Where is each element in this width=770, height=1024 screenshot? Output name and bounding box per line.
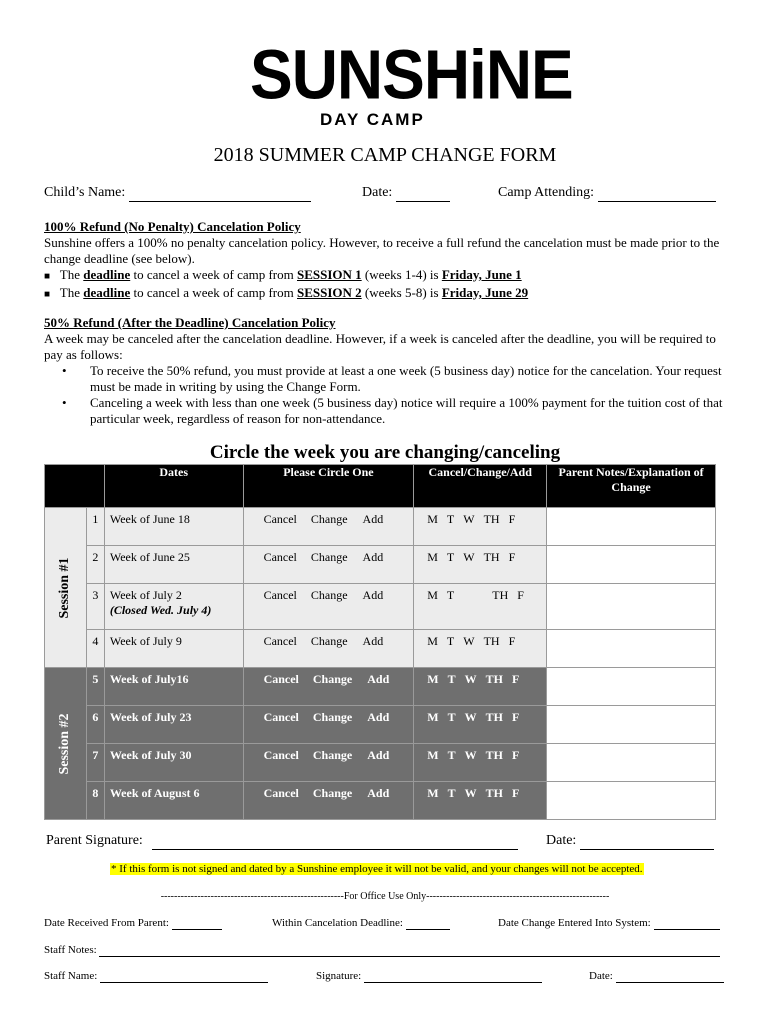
page-title: 2018 SUMMER CAMP CHANGE FORM [213,144,557,166]
week-note: (Closed Wed. July 4) [109,603,212,617]
date-entered-field[interactable] [498,917,720,930]
table-row [45,668,716,706]
circle-options [244,546,414,569]
week-label: Week of July 9 [109,634,182,648]
within-deadline-line[interactable] [406,917,450,930]
child-name-label: Child’s Name: [44,185,126,200]
staff-date-field[interactable] [589,970,724,983]
option-cancel[interactable]: Cancel [263,634,297,648]
option-change[interactable]: Change [312,672,353,686]
day-f[interactable]: F [511,672,520,686]
logo [250,35,573,130]
day-m[interactable]: M [427,748,439,762]
day-t[interactable]: T [447,786,456,800]
day-options [414,584,546,607]
day-t[interactable]: T [446,512,455,526]
day-th[interactable]: TH [485,786,503,800]
date-received-field[interactable] [44,917,222,930]
policy-50-item: • Canceling a week with less than one week (5 business day) notice will require a 100% payment for the tuition cost of that particular week, regardless of reason for non-attendance. [62,395,723,426]
staff-name-field[interactable] [44,970,268,983]
circle-options [244,668,414,691]
header-circle: Please Circle One [243,465,414,508]
week-number: 7 [86,744,104,782]
day-t[interactable]: T [446,588,455,602]
day-m[interactable]: M [427,550,438,564]
policy-50-heading: 50% Refund (After the Deadline) Cancelation Policy [44,315,336,330]
logo-subtitle: DAY CAMP [320,110,425,129]
week-label-group [105,584,243,622]
policy-100-item: ■ The deadline to cancel a week of camp from SESSION 1 (weeks 1-4) is Friday, June 1 [44,267,522,282]
camp-attending-field[interactable] [498,185,716,202]
option-add[interactable]: Add [362,512,384,526]
parent-signature-label: Parent Signature: [46,833,143,848]
day-options [414,630,546,653]
option-add[interactable]: Add [367,710,390,724]
header-notes: Parent Notes/Explanation of Change [547,465,716,508]
option-change[interactable]: Change [310,588,348,602]
day-m[interactable]: M [427,786,439,800]
date-label: Date: [362,185,393,200]
staff-signature-line[interactable] [364,970,542,983]
day-th[interactable]: TH [483,634,500,648]
date-field[interactable] [362,185,450,202]
parent-date-label: Date: [546,833,577,848]
policy-50-item: • To receive the 50% refund, you must provide at least a one week (5 business day) notice for the cancelation. Your request must be made in writing by using the Change Form. [62,363,722,394]
weeks-table [44,464,716,820]
day-m[interactable]: M [427,634,438,648]
table-row [45,706,716,744]
day-w[interactable]: W [464,786,477,800]
day-options [414,508,546,531]
notes-cell[interactable] [547,630,716,668]
day-options [414,546,546,569]
option-cancel[interactable]: Cancel [263,786,299,800]
week-label: Week of June 25 [109,550,190,564]
day-th[interactable]: TH [485,748,503,762]
option-change[interactable]: Change [310,512,348,526]
child-name-field[interactable] [44,185,311,202]
policy-100-heading: 100% Refund (No Penalty) Cancelation Policy [44,219,301,234]
session-1-label-cell [45,508,87,668]
child-name-line[interactable] [129,185,311,202]
day-options [414,782,546,805]
policy-100 [44,219,734,303]
staff-name-line[interactable] [100,970,268,983]
week-number: 1 [86,508,104,546]
staff-notes-line[interactable] [99,944,720,957]
week-label: Week of July 2 [109,588,182,602]
day-options [414,744,546,767]
option-change[interactable]: Change [312,710,353,724]
day-m[interactable]: M [427,588,438,602]
office-use-divider: -------------------------------------------------------For Office Use Only------------------------------------------------------- [160,891,610,902]
staff-signature-label: Signature: [316,970,362,982]
week-label: Week of July 30 [109,748,192,762]
policy-50-body: A week may be canceled after the cancelation deadline. However, if a week is canceled after the deadline, you will be required to pay as follows: [44,331,716,362]
session-1-label: Session #1 [57,556,73,619]
week-number: 8 [86,782,104,820]
date-entered-label: Date Change Entered Into System: [498,917,651,929]
validity-warning: * If this form is not signed and dated by a Sunshine employee it will not be valid, and your changes will not be accepted. [111,863,643,875]
notes-cell[interactable] [547,744,716,782]
table-header-row [45,465,716,508]
day-f[interactable]: F [508,634,516,648]
week-label: Week of July16 [109,672,189,686]
day-m[interactable]: M [427,710,439,724]
day-t[interactable]: T [446,634,455,648]
parent-date-field[interactable] [546,833,714,850]
header-blank [45,465,105,508]
option-cancel[interactable]: Cancel [263,748,299,762]
within-deadline-field[interactable] [272,917,450,930]
week-label: Week of August 6 [109,786,200,800]
day-t[interactable]: T [447,748,456,762]
option-change[interactable]: Change [310,550,348,564]
day-t[interactable]: T [447,672,456,686]
option-add[interactable]: Add [367,672,390,686]
policy-50 [44,315,734,427]
option-change[interactable]: Change [310,634,348,648]
header-change: Cancel/Change/Add [414,465,547,508]
option-cancel[interactable]: Cancel [263,710,299,724]
day-f[interactable]: F [511,710,520,724]
notes-cell[interactable] [547,546,716,584]
within-deadline-label: Within Cancelation Deadline: [272,917,403,929]
staff-notes-label: Staff Notes: [44,944,97,956]
week-number: 4 [86,630,104,668]
day-t[interactable]: T [447,710,456,724]
table-row [45,508,716,546]
table-row [45,744,716,782]
notes-cell[interactable] [547,782,716,820]
week-label: Week of July 23 [109,710,192,724]
circle-options [244,706,414,729]
camp-attending-line[interactable] [598,185,716,202]
day-w[interactable]: W [463,634,475,648]
day-th[interactable]: TH [492,588,509,602]
option-add[interactable]: Add [362,588,384,602]
option-cancel[interactable]: Cancel [263,672,299,686]
date-entered-line[interactable] [654,917,720,930]
staff-notes-field[interactable] [44,944,720,957]
date-line[interactable] [396,185,450,202]
table-row [45,584,716,630]
option-add[interactable]: Add [367,786,390,800]
day-th[interactable]: TH [483,550,500,564]
session-2-label: Session #2 [57,712,73,775]
notes-cell[interactable] [547,508,716,546]
week-number: 3 [86,584,104,630]
staff-name-label: Staff Name: [44,970,98,982]
circle-options [244,782,414,805]
notes-cell[interactable] [547,584,716,630]
day-m[interactable]: M [427,512,438,526]
notes-cell[interactable] [547,668,716,706]
parent-signature-line[interactable] [152,833,518,850]
table-row [45,546,716,584]
staff-date-line[interactable] [616,970,724,983]
day-w[interactable]: W [463,550,475,564]
table-title: Circle the week you are changing/canceling [209,442,561,463]
table-row [45,630,716,668]
notes-cell[interactable] [547,706,716,744]
option-add[interactable]: Add [367,748,390,762]
option-cancel[interactable]: Cancel [263,550,297,564]
option-cancel[interactable]: Cancel [263,512,297,526]
policy-100-body: Sunshine offers a 100% no penalty cancelation policy. However, to receive a full refund the cancelation must be made prior to the change deadline (see below). [44,235,720,266]
option-change[interactable]: Change [312,748,353,762]
day-f[interactable]: F [508,550,516,564]
week-number: 6 [86,706,104,744]
session-2-label-cell [45,668,87,820]
circle-options [244,744,414,767]
circle-options [244,508,414,531]
day-th[interactable]: TH [485,672,503,686]
week-number: 5 [86,668,104,706]
day-th[interactable]: TH [483,512,500,526]
day-w[interactable]: W [464,672,477,686]
day-f[interactable]: F [511,748,520,762]
circle-options [244,630,414,653]
day-options [414,706,546,729]
option-change[interactable]: Change [312,786,353,800]
date-received-line[interactable] [172,917,222,930]
day-w[interactable]: W [464,748,477,762]
parent-signature-field[interactable] [46,833,518,850]
parent-date-line[interactable] [580,833,714,850]
day-w[interactable]: W [463,512,475,526]
day-f[interactable]: F [517,588,524,602]
day-w[interactable]: W [464,710,477,724]
option-add[interactable]: Add [362,550,384,564]
policy-100-item: ■ The deadline to cancel a week of camp from SESSION 2 (weeks 5-8) is Friday, June 29 [44,285,529,300]
staff-date-label: Date: [589,970,613,982]
day-t[interactable]: T [446,550,455,564]
date-received-label: Date Received From Parent: [44,917,169,929]
week-number: 2 [86,546,104,584]
logo-wordmark: SUNSHiNE [250,35,573,114]
week-label: Week of June 18 [109,512,190,526]
staff-signature-field[interactable] [316,970,542,983]
day-m[interactable]: M [427,672,439,686]
day-options [414,668,546,691]
table-row [45,782,716,820]
day-f[interactable]: F [511,786,520,800]
circle-options [244,584,414,607]
header-dates: Dates [104,465,243,508]
day-th[interactable]: TH [485,710,503,724]
option-add[interactable]: Add [362,634,384,648]
day-f[interactable]: F [508,512,516,526]
option-cancel[interactable]: Cancel [263,588,297,602]
camp-attending-label: Camp Attending: [498,185,595,200]
